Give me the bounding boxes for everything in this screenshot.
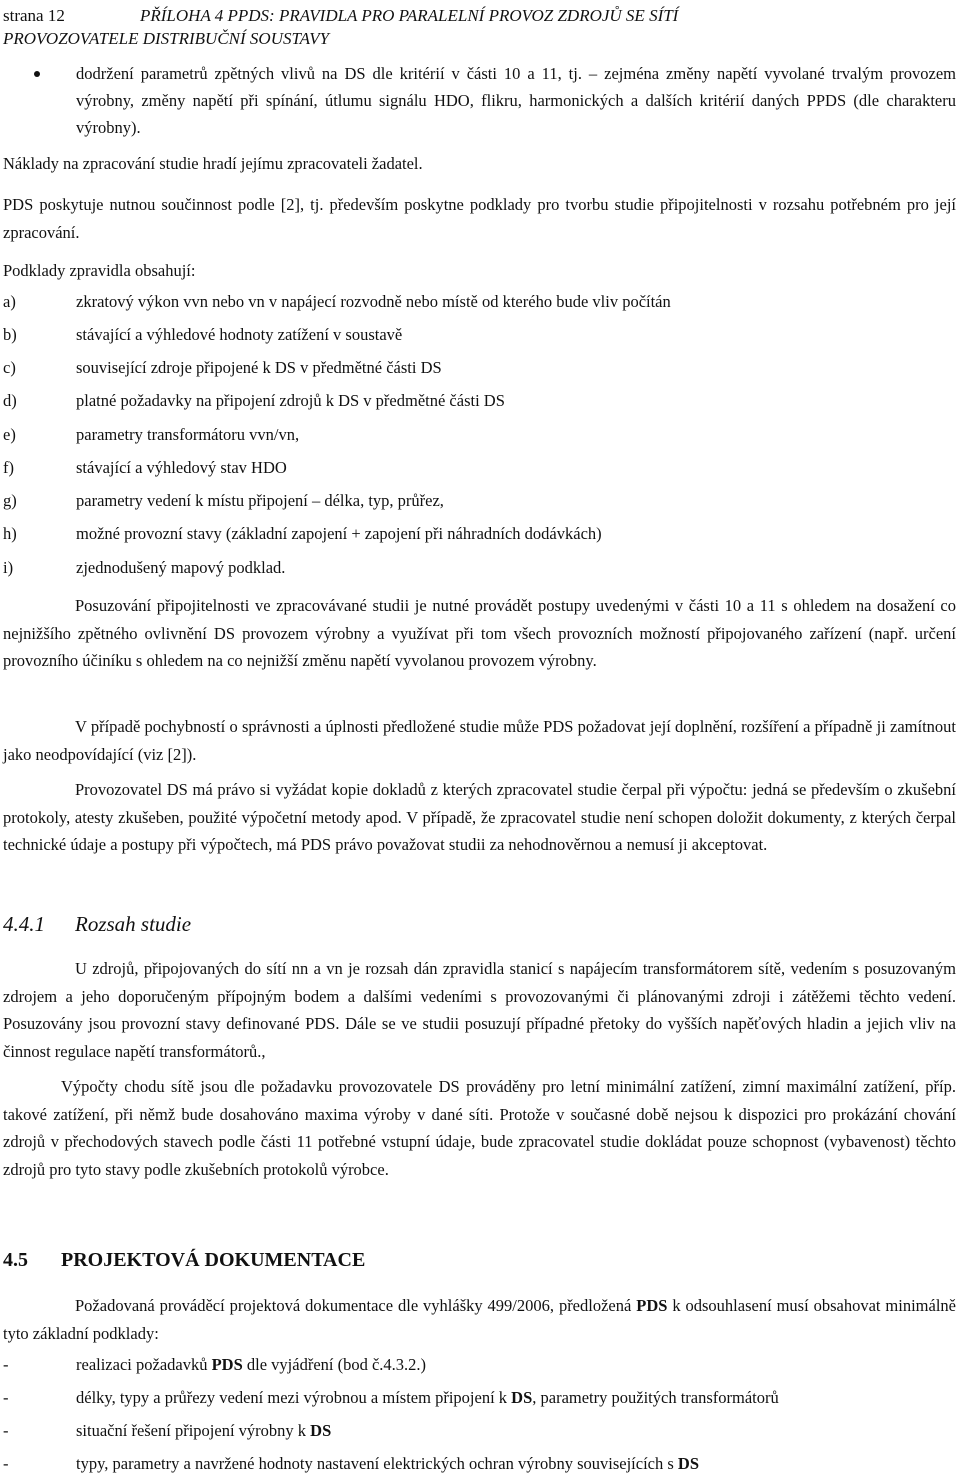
section-number: 4.5: [3, 1249, 28, 1271]
section-heading-45: [3, 1249, 365, 1272]
list-item-text: stávající a výhledové hodnoty zatížení v soustavě: [76, 325, 403, 344]
doc-text-c: k odsouhlasení musí obsahovat minimálně tyto základní podklady:: [3, 1296, 956, 1343]
list-item-text: zjednodušený mapový podklad.: [76, 558, 286, 577]
copies-paragraph: Provozovatel DS má právo si vyžádat kopie dokladů z kterých zpracovatel studie čerpal při výpočtu: jedná se především o zkušební protokoly, atesty zkušeben, použité výpočetní metody apod. V případě, že zpracovatel studie není schopen doložit dokumenty, z kterých čerpal technické údaje a postupy při výpočtech, má PDS právo považovat studii za nehodnověrnou a nemusí ji akceptovat.: [3, 780, 956, 854]
list-item-label: i): [3, 558, 14, 577]
page-header: [3, 4, 678, 50]
section-title: PROJEKTOVÁ DOKUMENTACE: [61, 1249, 366, 1271]
header-title-line1: PŘÍLOHA 4 PPDS: PRAVIDLA PRO PARALELNÍ PROVOZ ZDROJŮ SE SÍTÍ: [140, 6, 679, 25]
scope-paragraph-2: Výpočty chodu sítě jsou dle požadavku provozovatele DS prováděny pro letní minimální zatížení, zimní maximální zatížení, příp. takové zatížení, při němž bude dosahováno maxima výroby v dané síti. Protože v současné době nejsou k dispozici pro prokázání chování zdrojů v přechodových stavech podle části 11 potřebné vstupní údaje, bude zpracovatel studie dokládat pouze schopnost (vybavenost) těchto zdrojů pro tyto stavy podle zkušebních protokolů výrobce.: [3, 1077, 956, 1179]
list-item-text: zkratový výkon vvn nebo vn v napájecí rozvodně nebo místě od kterého bude vliv počítán: [76, 292, 671, 311]
bullet-text: dodržení parametrů zpětných vlivů na DS dle kritérií v části 10 a 11, tj. – zejména změny napětí vyvolané trvalým provozem výrobny, změny napětí při spínání, útlumu signálu HDO, flikru, harmonických a dalších kritérií daných PPDS (dle charakteru výrobny).: [76, 64, 956, 137]
dash-text-c: , parametry použitých transformátorů: [532, 1388, 779, 1407]
dash-text-a: délky, typy a průřezy vedení mezi výrobnou a místem připojení k: [76, 1388, 512, 1407]
list-item-label: f): [3, 458, 14, 477]
list-item-text: související zdroje připojené k DS v předmětné části DS: [76, 358, 442, 377]
dash-text-b: DS: [677, 1454, 699, 1473]
dash-item-text: [76, 1353, 426, 1377]
section-number: 4.4.1: [3, 912, 45, 936]
dash-icon: -: [3, 1388, 9, 1407]
dash-text-a: realizaci požadavků: [76, 1355, 212, 1374]
dash-icon: -: [3, 1421, 9, 1440]
dash-text-b: DS: [511, 1388, 533, 1407]
list-item-label: d): [3, 391, 17, 410]
page-number: strana 12: [3, 6, 65, 25]
list-item-label: a): [3, 292, 16, 311]
doubts-paragraph: V případě pochybností o správnosti a úplnosti předložené studie může PDS požadovat její doplnění, rozšíření a případně ji zamítnout jako neodpovídající (viz [2]).: [3, 717, 956, 764]
list-item-text: parametry vedení k místu připojení – délka, typ, průřez,: [76, 491, 444, 510]
doc-text-b: PDS: [636, 1296, 668, 1315]
list-item-label: c): [3, 358, 16, 377]
doc-text-a: Požadovaná prováděcí projektová dokumentace dle vyhlášky 499/2006, předložená: [75, 1296, 637, 1315]
list-item-label: h): [3, 524, 17, 543]
list-intro: Podklady zpravidla obsahují:: [3, 261, 196, 280]
section-title: Rozsah studie: [75, 912, 192, 936]
documentation-paragraph: [3, 1292, 956, 1347]
list-item-label: b): [3, 325, 17, 344]
costs-paragraph: Náklady na zpracování studie hradí jejímu zpracovateli žadatel.: [3, 154, 423, 173]
list-item-text: parametry transformátoru vvn/vn,: [76, 425, 300, 444]
dash-item-text: [76, 1452, 699, 1476]
list-item-label: g): [3, 491, 17, 510]
assessment-paragraph: Posuzování připojitelnosti ve zpracovávané studii je nutné provádět postupy uvedenými v části 10 a 11 s ohledem na dosažení co nejnižšího zpětného ovlivnění DS provozem výrobny a využívat při tom všech provozních možností připojovaného zařízení (např. určení provozního účiníku s ohledem na co nejnižší změnu napětí vyvolanou provozem výrobny.: [3, 596, 956, 670]
scope-paragraph-1: U zdrojů, připojovaných do sítí nn a vn je rozsah dán zpravidla stanicí s napájecím transformátorem sítě, vedením s posuzovaným zdrojem a jeho doporučeným přípojným bodem a dalšími vedeními s provozovanými či plánovanými zdroji i zátěžemi těchto vedení. Posuzovány jsou provozní stavy definované PDS. Dále se ve studii posuzují případné přetoky do vyšších napěťových hladin a jejich vliv na činnost regulace napětí transformátorů.,: [3, 959, 956, 1061]
dash-item-text: [76, 1419, 331, 1443]
list-item-label: e): [3, 425, 16, 444]
list-item-text: platné požadavky na připojení zdrojů k DS v předmětné části DS: [76, 391, 505, 410]
dash-text-b: PDS: [211, 1355, 243, 1374]
dash-text-c: dle vyjádření (bod č.4.3.2.): [242, 1355, 427, 1374]
header-title-line2: PROVOZOVATELE DISTRIBUČNÍ SOUSTAVY: [3, 29, 330, 48]
dash-icon: -: [3, 1454, 9, 1473]
bullet-dot-icon: [34, 71, 40, 77]
section-heading-441: [3, 912, 191, 937]
dash-text-a: typy, parametry a navržené hodnoty nastavení elektrických ochran výrobny souvisejících s: [76, 1454, 678, 1473]
cooperation-paragraph: PDS poskytuje nutnou součinnost podle [2], tj. především poskytne podklady pro tvorbu studie připojitelnosti v rozsahu potřebném pro její zpracování.: [3, 195, 956, 242]
list-item-text: stávající a výhledový stav HDO: [76, 458, 287, 477]
dash-item-text: [76, 1386, 779, 1410]
dash-icon: -: [3, 1355, 9, 1374]
list-item-text: možné provozní stavy (základní zapojení + zapojení při náhradních dodávkách): [76, 524, 602, 543]
dash-text-a: situační řešení připojení výrobny k: [76, 1421, 311, 1440]
dash-text-b: DS: [310, 1421, 332, 1440]
